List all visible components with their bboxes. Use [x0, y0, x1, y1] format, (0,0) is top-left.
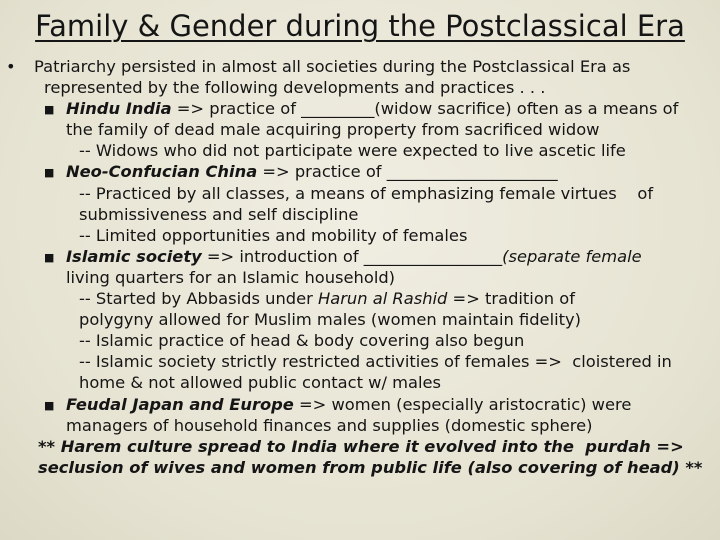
- square-bullet-icon: ■: [44, 103, 55, 117]
- hindu-label: Hindu India: [66, 99, 172, 119]
- round-bullet-icon: •: [6, 57, 16, 76]
- islam-line-3: [79, 288, 720, 309]
- harem-line-1-b: purdah =>: [579, 436, 684, 456]
- islam-line-5: -- Islamic practice of head & body covering also begun: [79, 331, 525, 351]
- china-line-1: => practice of _____________________: [257, 162, 558, 182]
- islam-line-2: living quarters for an Islamic household): [66, 267, 396, 287]
- harun-al-rashid: Harun al Rashid: [318, 289, 448, 309]
- square-bullet-icon: ■: [44, 398, 55, 412]
- islam-label: Islamic society: [66, 246, 202, 266]
- sub-bullet-hindu: [0, 98, 720, 119]
- harem-line-2: seclusion of wives and women from public life (also covering of head) **: [38, 457, 703, 477]
- sub-bullet-china: [0, 161, 720, 182]
- main-bullet: [0, 56, 720, 77]
- sub-bullet-feudal: [0, 394, 720, 415]
- square-bullet-icon: ■: [44, 166, 55, 180]
- china-label: Neo-Confucian China: [66, 162, 258, 182]
- feudal-line-2: managers of household finances and supplies (domestic sphere): [66, 415, 593, 435]
- islam-line-1-mid: => introduction of: [201, 246, 364, 266]
- islam-line-6: -- Islamic society strictly restricted activities of females => cloistered in: [79, 352, 672, 372]
- islam-line-3-b: => tradition of: [447, 289, 575, 309]
- islam-line-1-rest: (separate female: [502, 246, 642, 266]
- harem-line-1: [38, 436, 720, 457]
- islam-line-4: polygyny allowed for Muslim males (women maintain fidelity): [79, 310, 581, 330]
- islam-line-3-a: -- Started by Abbasids under: [79, 289, 319, 309]
- slide-title: Family & Gender during the Postclassical Era: [35, 9, 685, 43]
- square-bullet-icon: ■: [44, 250, 55, 264]
- harem-line-1-a: ** Harem culture spread to India where it evolved into the: [38, 436, 580, 456]
- islam-line-7: home & not allowed public contact w/ males: [79, 373, 441, 393]
- china-line-2: -- Practiced by all classes, a means of emphasizing female virtues of: [79, 183, 654, 203]
- china-line-4: -- Limited opportunities and mobility of females: [79, 225, 468, 245]
- main-bullet-line-2: represented by the following developments and practices . . .: [44, 78, 546, 98]
- hindu-line-1: => practice of _________(widow sacrifice) often as a means of: [171, 99, 679, 119]
- hindu-line-2: the family of dead male acquiring property from sacrificed widow: [66, 120, 600, 140]
- hindu-line-3: -- Widows who did not participate were expected to live ascetic life: [79, 141, 626, 161]
- feudal-label: Feudal Japan and Europe: [66, 394, 294, 414]
- sub-bullet-islam: [0, 246, 720, 267]
- feudal-line-1: => women (especially aristocratic) were: [293, 394, 632, 414]
- main-bullet-line-1: Patriarchy persisted in almost all societies during the Postclassical Era as: [34, 57, 631, 76]
- slide-content: [0, 56, 720, 478]
- china-line-3: submissiveness and self discipline: [79, 204, 359, 224]
- islam-blank: _________________: [363, 246, 503, 266]
